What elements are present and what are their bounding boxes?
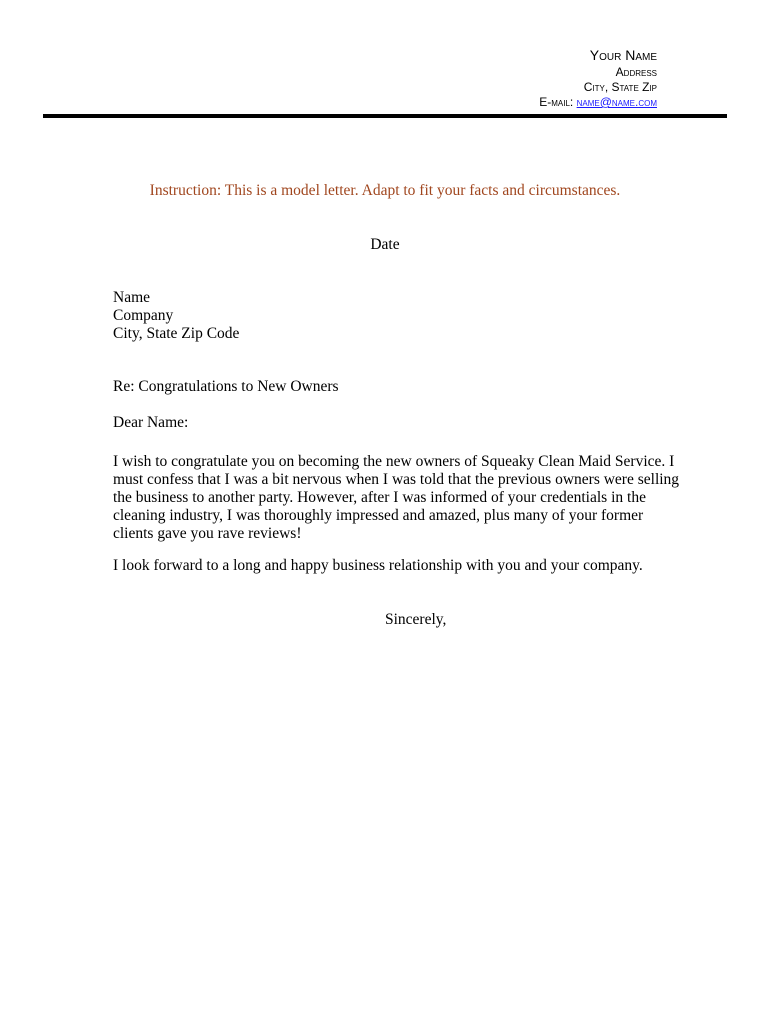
recipient-city: City, State Zip Code: [113, 325, 240, 342]
salutation: Dear Name:: [113, 414, 189, 431]
header-rule: [43, 114, 727, 118]
letterhead-name: Your Name: [589, 47, 657, 63]
letterhead-email: [539, 95, 657, 109]
body-paragraph-1: [113, 453, 679, 543]
recipient-company: Company: [113, 307, 174, 324]
letterhead-city: City, State Zip: [583, 80, 657, 94]
instruction-text: Instruction: This is a model letter. Adapt to fit your facts and circumstances.: [149, 182, 621, 199]
closing: Sincerely,: [385, 611, 447, 628]
recipient-name: Name: [113, 289, 151, 306]
letterhead-address: Address: [615, 65, 657, 79]
paragraph-line: I wish to congratulate you on becoming the new owners of Squeaky Clean Maid Service. I: [113, 453, 675, 470]
date: Date: [370, 236, 400, 253]
paragraph-line: must confess that I was a bit nervous when I was told that the previous owners were selling: [113, 471, 680, 488]
paragraph-line: clients gave you rave reviews!: [113, 525, 302, 542]
subject-line: Re: Congratulations to New Owners: [113, 378, 339, 395]
paragraph-line: cleaning industry, I was thoroughly impressed and amazed, plus many of your former: [113, 507, 644, 524]
email-link[interactable]: name@name.com: [576, 95, 657, 109]
paragraph-line: the business to another party. However, after I was informed of your credentials in the: [113, 489, 646, 506]
recipient-block: [113, 289, 239, 343]
email-label: E-mail:: [539, 95, 577, 109]
body-paragraph-2: I look forward to a long and happy business relationship with you and your company.: [113, 557, 643, 574]
